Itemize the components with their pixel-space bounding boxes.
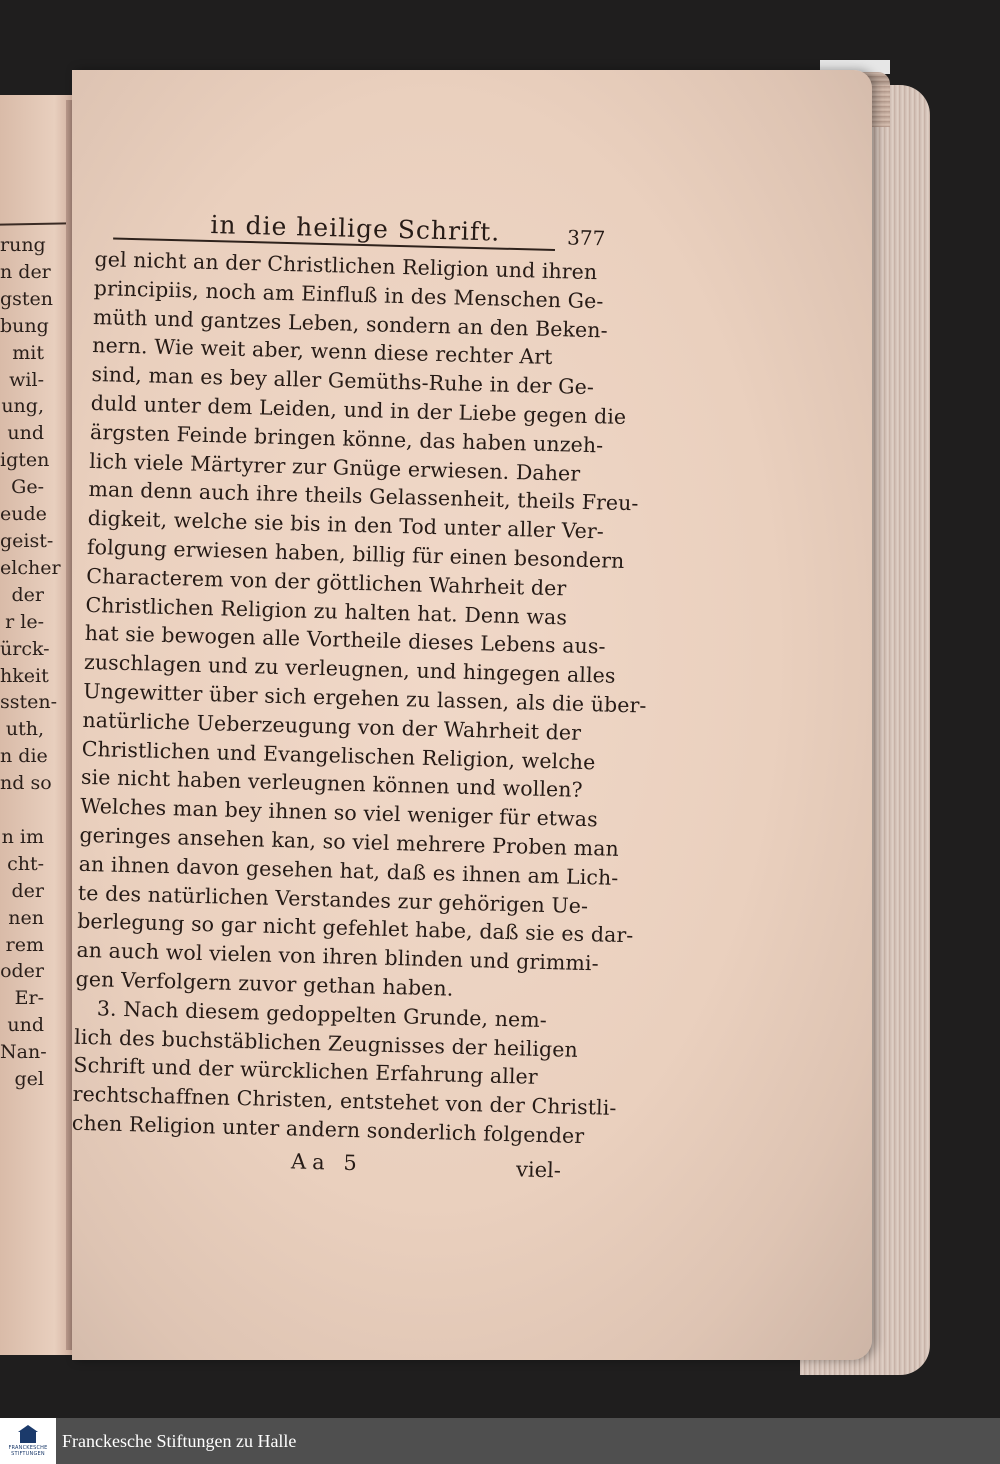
text-line: Welches man bey ihnen so viel weniger für etwas <box>79 793 599 832</box>
left-text-fragment: cht- <box>7 852 44 875</box>
text-line: geringes ansehen kan, so viel mehrere Proben man <box>79 822 620 861</box>
text-line: ärgsten Feinde bringen könne, das haben unzeh- <box>89 419 604 458</box>
text-line: lich viele Märtyrer zur Gnüge erwiesen. Daher <box>88 448 581 486</box>
text-line: gen Verfolgern zuvor gethan haben. <box>75 966 454 1001</box>
text-line: folgung erwiesen haben, billig für einen besondern <box>86 534 625 573</box>
text-line: chen Religion unter andern sonderlich folgender <box>71 1110 585 1148</box>
left-text-fragment: gsten <box>0 287 54 310</box>
left-text-fragment: und <box>7 422 44 445</box>
left-text-fragment: der <box>11 583 44 606</box>
left-text-fragment: gel <box>14 1068 44 1091</box>
text-line: digkeit, welche sie bis in den Tod unter aller Ver- <box>87 506 605 544</box>
left-text-fragment: igten <box>0 449 50 472</box>
text-line: hat sie bewogen alle Vortheile dieses Lebens aus- <box>84 621 606 659</box>
building-icon <box>17 1425 39 1443</box>
left-text-fragment: geist- <box>0 529 54 552</box>
left-text-fragment <box>0 797 44 824</box>
left-text-fragment: ssten- <box>0 691 58 714</box>
left-text-fragment: nen <box>8 906 44 929</box>
logo-text: FRANCKESCHE STIFTUNGEN <box>8 1445 48 1457</box>
left-text-fragment: eude <box>0 503 47 526</box>
text-line: sie nicht haben verleugnen können und wollen? <box>80 765 583 803</box>
left-text-fragment: Er- <box>14 987 44 1010</box>
institution-logo[interactable] <box>0 1418 56 1464</box>
text-line: Christlichen und Evangelischen Religion, welche <box>81 736 596 774</box>
text-line: Ungewitter über sich ergehen zu lassen, als die über- <box>82 678 647 718</box>
institution-name: Franckesche Stiftungen zu Halle <box>62 1430 297 1451</box>
text-line: 3. Nach diesem gedoppelten Grunde, nem- <box>96 996 548 1032</box>
catchword: viel- <box>515 1157 562 1183</box>
text-line: sind, man es bey aller Gemüths-Ruhe in der Ge- <box>91 362 595 400</box>
text-line: natürliche Ueberzeugung von der Wahrheit der <box>82 707 582 745</box>
text-line: Characterem von der göttlichen Wahrheit der <box>85 563 567 601</box>
text-line: gel nicht an der Christlichen Religion und ihren <box>94 246 598 285</box>
text-line: nern. Wie weit aber, wenn diese rechter Art <box>92 333 553 370</box>
text-line: müth und gantzes Leben, sondern an den Beken- <box>92 304 608 343</box>
left-text-fragment: nd so <box>0 772 52 795</box>
left-text-fragment: wil- <box>9 368 44 391</box>
text-line: Schrift und der würcklichen Erfahrung aller <box>73 1053 538 1090</box>
body-text <box>71 245 647 1151</box>
text-line: zuschlagen und zu verleugnen, und hingegen alles <box>83 650 616 688</box>
left-text-fragment: rem <box>5 933 44 956</box>
page-content <box>71 205 647 1187</box>
left-text-fragment: n der <box>0 260 51 283</box>
left-text-fragment: ung, <box>1 395 44 418</box>
left-text-fragment: oder <box>0 960 44 983</box>
text-line: man denn auch ihre theils Gelassenheit, theils Freu- <box>88 477 639 516</box>
left-text-fragment: ürck- <box>0 637 50 660</box>
text-line: an ihnen davon gesehen hat, daß es ihnen am Lich- <box>78 851 619 890</box>
left-text-fragment: r le- <box>5 610 44 633</box>
page-number: 377 <box>566 225 606 251</box>
left-text-fragment: bung <box>0 314 49 337</box>
left-text-fragment: Ge- <box>11 476 44 499</box>
left-text-fragment: uth, <box>5 718 44 741</box>
text-line: berlegung so gar nicht gefehlet habe, daß sie es dar- <box>76 909 634 948</box>
text-line: lich des buchstäblichen Zeugnisses der heiligen <box>73 1024 579 1062</box>
text-line: Christlichen Religion zu halten hat. Denn was <box>85 592 568 630</box>
left-text-fragment: elcher <box>0 556 61 579</box>
text-line: duld unter dem Leiden, und in der Liebe gegen die <box>90 390 627 429</box>
left-text-fragment: rung <box>0 234 46 256</box>
left-text-fragment: und <box>7 1014 44 1037</box>
text-line: principiis, noch am Einfluß in des Menschen Ge- <box>93 275 604 314</box>
text-line: rechtschaffnen Christen, entstehet von der Christli- <box>72 1081 617 1121</box>
left-text-fragment: mit <box>12 341 44 364</box>
left-text-fragment: n im <box>1 825 44 848</box>
text-line: te des natürlichen Verstandes zur gehörigen Ue- <box>77 880 589 918</box>
signature-mark: Aa 5 <box>290 1149 364 1176</box>
left-text-fragment: Nan- <box>0 1041 47 1064</box>
left-text-fragment: n die <box>0 745 48 768</box>
text-line: an auch wol vielen von ihren blinden und grimmi- <box>76 937 599 976</box>
footer-bar <box>0 1418 1000 1464</box>
left-text-fragment: der <box>11 879 44 902</box>
left-text-fragment: hkeit <box>0 664 49 687</box>
left-page-text-fragments <box>0 232 61 1093</box>
running-head: in die heilige Schrift. <box>210 210 501 247</box>
